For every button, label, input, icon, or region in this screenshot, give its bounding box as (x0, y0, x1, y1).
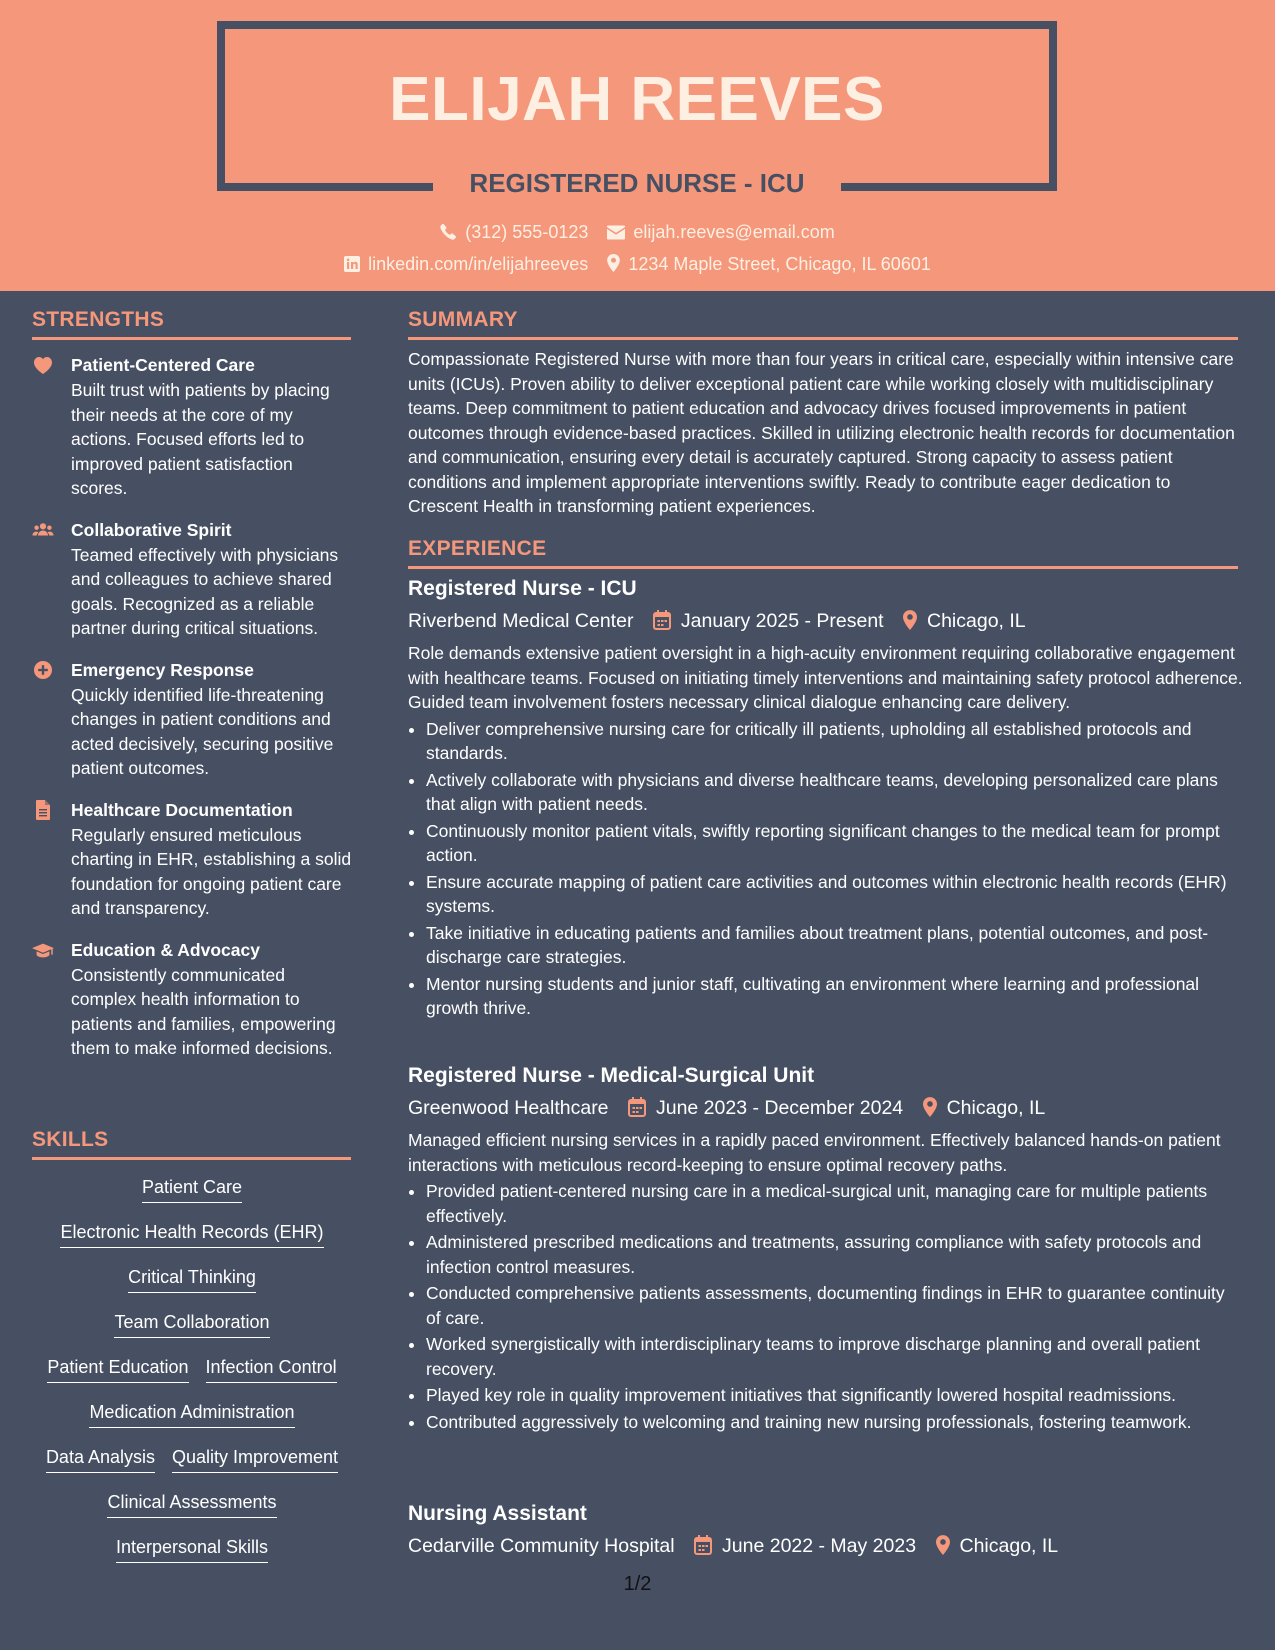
skill-row (32, 1220, 352, 1265)
skill-tag: Team Collaboration (114, 1310, 269, 1338)
summary-text: Compassionate Registered Nurse with more than four years in critical care, especially within intensive care units (ICUs). Proven ability to deliver exceptional patient care while working closely with multidisciplinary teams. Deep commitment to patient education and advocacy drives focused improvements in patient outcomes through evidence-based practices. Skilled in utilizing electronic health records for documentation and communication, ensuring every detail is accurately captured. Strong capacity to assess patient conditions and implement appropriate interventions swiftly. Ready to contribute eager dedication to Crescent Health in transforming patient experiences. (408, 349, 1235, 516)
phone-text: (312) 555-0123 (465, 222, 589, 242)
job-dates (628, 1093, 903, 1123)
contact-row (0, 252, 1275, 276)
email-text: elijah.reeves@email.com (633, 222, 835, 242)
job-location (903, 606, 1026, 636)
skill-tag: Patient Care (142, 1175, 242, 1203)
calendar-icon (653, 610, 671, 630)
calendar-icon (628, 1097, 646, 1117)
job-description: Role demands extensive patient oversight in a high-acuity environment requiring collaborative engagement with healthcare teams. Focused on initiating timely interventions and maintaining safety protocol adherence. Guided team involvement fosters necessary clinical dialogue enhancing care delivery. (408, 643, 1243, 712)
job-bullets (408, 1179, 1244, 1434)
experience-heading: EXPERIENCE (408, 537, 547, 560)
job-bullet: • Ensure accurate mapping of patient care activities and outcomes within electronic health records (EHR) systems. (426, 870, 1244, 919)
job-description: Managed efficient nursing services in a rapidly paced environment. Effectively balanced hands-on patient interactions with meticulous record-keeping to ensure optimal recovery paths. (408, 1130, 1221, 1175)
job-meta (408, 606, 1244, 636)
job-meta (408, 1093, 1244, 1123)
linkedin-text: linkedin.com/in/elijahreeves (368, 254, 589, 274)
job-title: REGISTERED NURSE - ICU (469, 168, 805, 198)
skill-tag: Electronic Health Records (EHR) (60, 1220, 323, 1248)
job-bullet: • Contributed aggressively to welcoming and training new nursing professionals, fostering teamwork. (426, 1410, 1244, 1435)
location-pin-icon (903, 610, 917, 630)
strength-text: Consistently communicated complex health information to patients and families, empowering them to make informed decisions. (71, 964, 336, 1058)
skill-tag: Infection Control (206, 1355, 337, 1383)
skill-row (32, 1310, 352, 1355)
strengths-heading: STRENGTHS (32, 308, 165, 331)
strength-text: Teamed effectively with physicians and colleagues to achieve shared goals. Recognized as a reliable partner during critical situations. (71, 544, 339, 638)
page-number: 1/2 (623, 1573, 652, 1595)
skill-tag: Patient Education (47, 1355, 188, 1383)
skill-row (32, 1445, 352, 1490)
experience-rule (408, 566, 1238, 569)
strength-item (32, 798, 352, 921)
envelope-icon (607, 225, 625, 240)
job-bullets (408, 717, 1244, 1021)
skill-tag: Interpersonal Skills (116, 1535, 268, 1563)
strength-text: Regularly ensured meticulous charting in EHR, establishing a solid foundation for ongoing patient care and transparency. (71, 824, 352, 918)
strength-title: Education & Advocacy (71, 939, 260, 960)
job-location (923, 1093, 1046, 1123)
skill-tag: Medication Administration (89, 1400, 294, 1428)
skill-tag: Critical Thinking (128, 1265, 256, 1293)
phone-icon (440, 223, 457, 240)
strength-item (32, 353, 352, 501)
strength-text: Quickly identified life-threatening changes in patient conditions and acted decisively, securing positive patient outcomes. (71, 684, 334, 778)
skill-tag: Quality Improvement (172, 1445, 338, 1473)
job-bullet: • Deliver comprehensive nursing care for critically ill patients, upholding all established protocols and standards. (426, 717, 1244, 766)
skill-row (32, 1535, 352, 1580)
strength-item (32, 658, 352, 781)
job-company: Cedarville Community Hospital (408, 1535, 675, 1557)
skills-list (32, 1175, 352, 1580)
job-entry-title: Nursing Assistant (408, 1502, 587, 1525)
job-location (936, 1531, 1059, 1561)
job-entry (408, 574, 1244, 1023)
job-meta (408, 1531, 1244, 1561)
strength-title: Healthcare Documentation (71, 799, 293, 820)
job-bullet: • Worked synergistically with interdisciplinary teams to improve discharge planning and overall patient recovery. (426, 1332, 1244, 1381)
job-location-text: Chicago, IL (959, 1535, 1059, 1557)
heart-icon (32, 355, 54, 375)
job-company: Greenwood Healthcare (408, 1097, 609, 1119)
location-pin-icon (923, 1097, 937, 1117)
job-entry (408, 1499, 1244, 1561)
job-dates (653, 606, 884, 636)
job-entry-title: Registered Nurse - ICU (408, 577, 637, 600)
skill-row (32, 1355, 352, 1400)
job-bullet: • Played key role in quality improvement initiatives that significantly lowered hospital readmissions. (426, 1383, 1244, 1408)
calendar-icon (694, 1535, 712, 1555)
resume-header (0, 0, 1275, 291)
job-entry (408, 1061, 1244, 1436)
job-bullet: • Conducted comprehensive patients assessments, documenting findings in EHR to guarantee continuity of care. (426, 1281, 1244, 1330)
strength-title: Patient-Centered Care (71, 355, 255, 375)
job-entry-title: Registered Nurse - Medical-Surgical Unit (408, 1064, 815, 1087)
strength-item (32, 938, 352, 1061)
location-pin-icon (936, 1535, 950, 1555)
job-dates-text: June 2022 - May 2023 (722, 1535, 917, 1557)
strength-item (32, 518, 352, 641)
job-dates-text: January 2025 - Present (680, 610, 884, 632)
job-bullet: • Administered prescribed medications and treatments, assuring compliance with safety protocols and infection control measures. (426, 1230, 1244, 1279)
skills-rule (32, 1157, 351, 1160)
skill-row (32, 1490, 352, 1535)
job-bullet: • Actively collaborate with physicians and diverse healthcare teams, developing personalized care plans that align with patient needs. (426, 768, 1244, 817)
strength-title: Emergency Response (71, 659, 254, 680)
phone-contact[interactable] (440, 220, 588, 244)
summary-rule (408, 337, 1238, 340)
skill-tag: Clinical Assessments (107, 1490, 276, 1518)
summary-heading: SUMMARY (408, 308, 518, 331)
linkedin-contact[interactable] (344, 252, 588, 276)
strength-text: Built trust with patients by placing their needs at the core of my actions. Focused efforts led to improved patient satisfaction scores. (71, 380, 330, 498)
address-contact (607, 252, 931, 276)
skill-row (32, 1265, 352, 1310)
strengths-rule (32, 337, 351, 340)
email-contact[interactable] (607, 220, 834, 244)
location-pin-icon (607, 254, 620, 272)
job-bullet: • Provided patient-centered nursing care in a medical-surgical unit, managing care for multiple patients effectively. (426, 1179, 1244, 1228)
job-location-text: Chicago, IL (927, 610, 1026, 632)
job-company: Riverbend Medical Center (408, 610, 634, 632)
skill-tag: Data Analysis (46, 1445, 155, 1473)
skill-row (32, 1175, 352, 1220)
job-bullet: • Take initiative in educating patients and families about treatment plans, potential outcomes, and post-discharge care strategies. (426, 921, 1244, 970)
document-icon (32, 800, 54, 820)
skills-heading: SKILLS (32, 1128, 109, 1151)
job-dates-text: June 2023 - December 2024 (655, 1097, 904, 1119)
contact-row (0, 220, 1275, 244)
strengths-list (32, 353, 352, 1078)
graduation-cap-icon (32, 940, 54, 960)
job-bullet: • Mentor nursing students and junior staff, cultivating an environment where learning and professional growth thrive. (426, 972, 1244, 1021)
address-text: 1234 Maple Street, Chicago, IL 60601 (628, 254, 931, 274)
linkedin-icon (344, 256, 360, 272)
users-icon (32, 520, 54, 540)
candidate-name: ELIJAH REEVES (389, 65, 885, 134)
job-bullet: • Continuously monitor patient vitals, swiftly reporting significant changes to the medical team for prompt action. (426, 819, 1244, 868)
plus-circle-icon (32, 660, 54, 680)
strength-title: Collaborative Spirit (71, 519, 232, 540)
job-location-text: Chicago, IL (946, 1097, 1046, 1119)
job-dates (694, 1531, 916, 1561)
skill-row (32, 1400, 352, 1445)
